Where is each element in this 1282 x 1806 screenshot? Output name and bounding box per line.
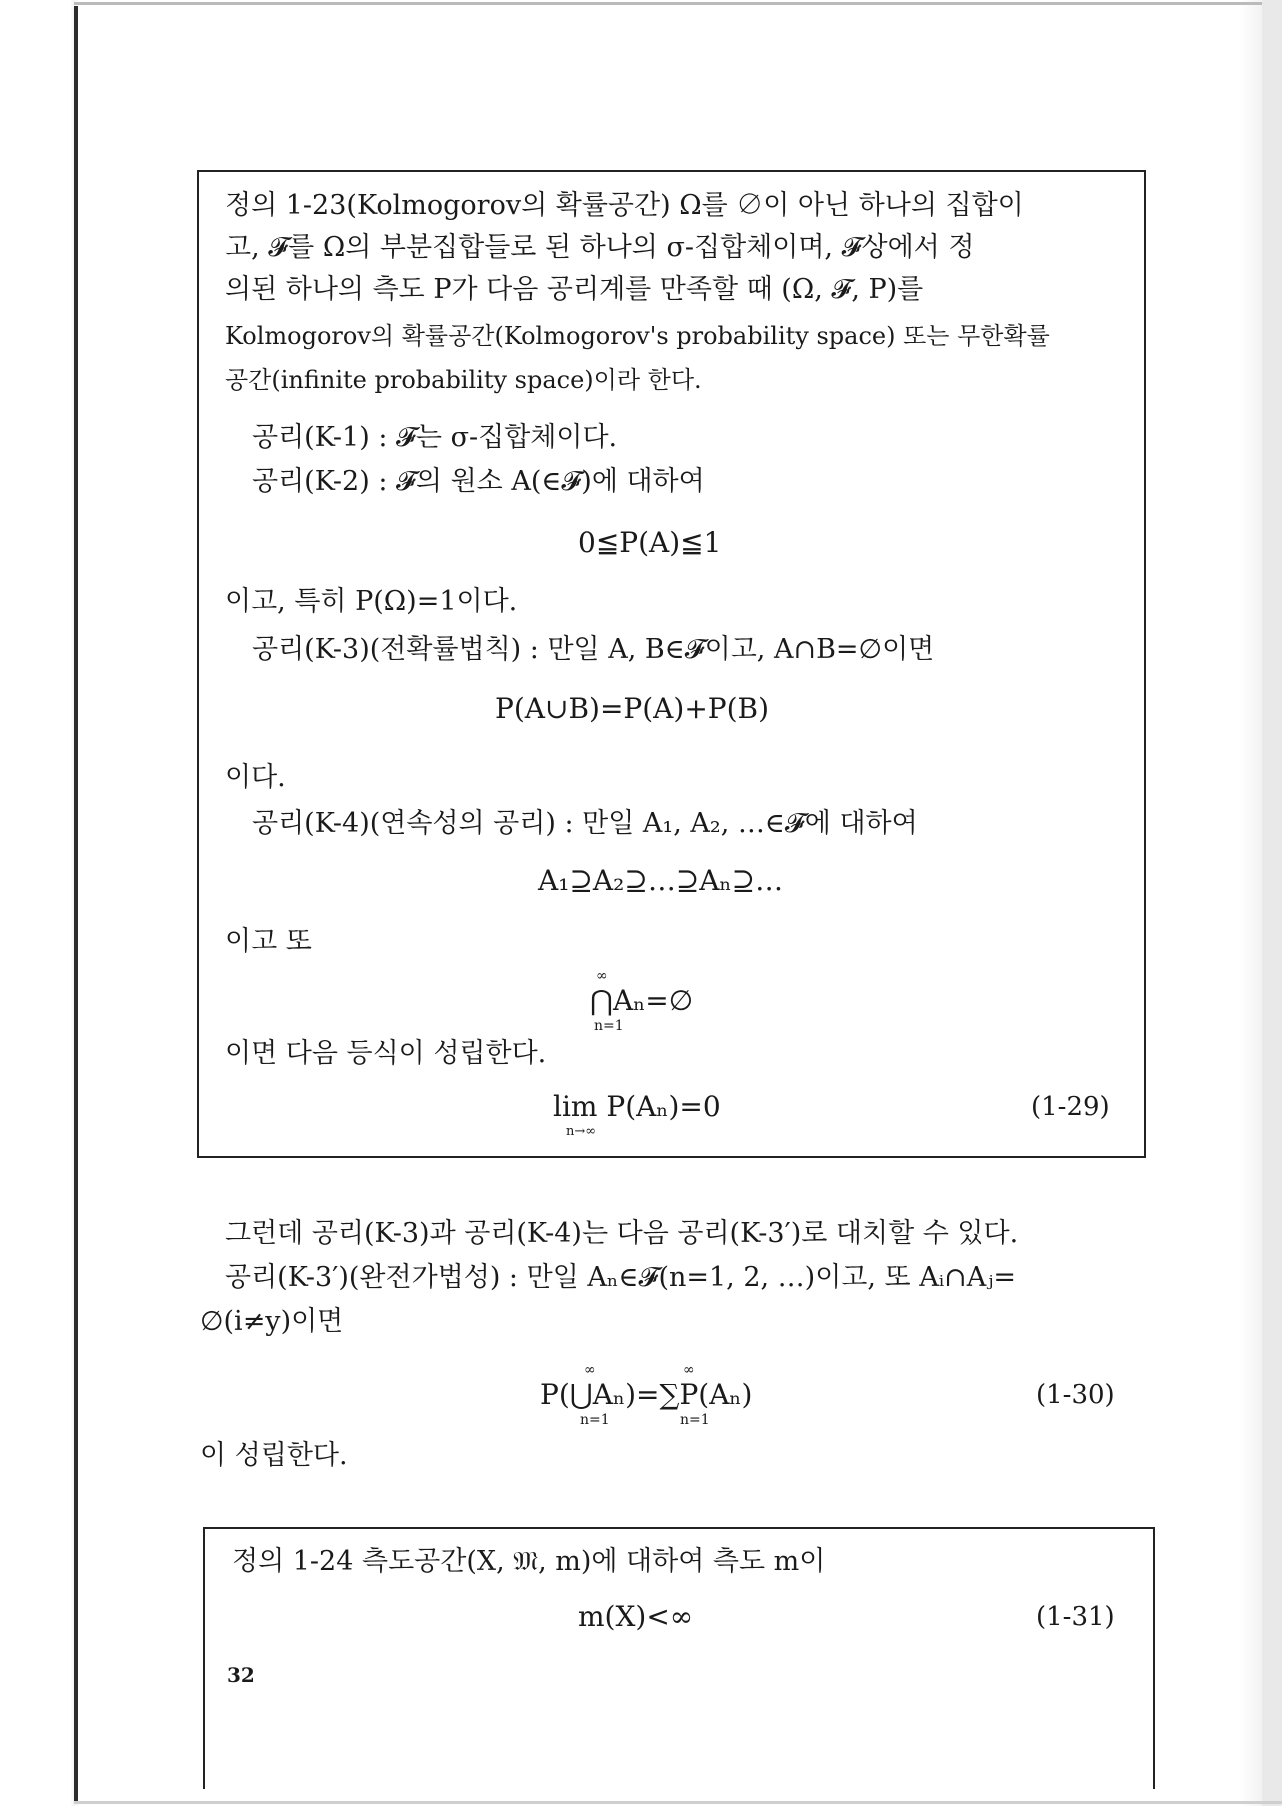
axiom-k3: 공리(K-3)(전확률법칙) : 만일 A, B∈𝓕이고, A∩B=∅이면 [252,634,935,665]
page-number: 32 [227,1663,255,1687]
axiom-k4-after: 이면 다음 등식이 성립한다. [225,1038,547,1069]
body-line2: 공리(K-3′)(완전가법성) : 만일 Aₙ∈𝓕(n=1, 2, …)이고, 또 Aᵢ∩Aⱼ= [225,1262,1017,1293]
axiom-k4-equation-chain: A₁⊇A₂⊇…⊇Aₙ⊇… [538,864,784,897]
sum-lower-limit: n=1 [680,1412,710,1428]
axiom-k4-mid: 이고 또 [225,926,312,957]
body-line1: 그런데 공리(K-3)과 공리(K-4)는 다음 공리(K-3′)로 대치할 수 있다. [225,1218,1019,1249]
intersection-lower-limit: n=1 [594,1018,624,1034]
equation-number-1-31: (1-31) [1036,1602,1115,1632]
axiom-k1: 공리(K-1) : 𝓕는 σ-집합체이다. [252,422,618,453]
def124-line1: 정의 1-24 측도공간(X, 𝔐, m)에 대하여 측도 m이 [232,1546,826,1577]
limit-subscript: n→∞ [566,1124,597,1139]
sum-upper-limit: ∞ [683,1362,695,1378]
def123-line4: Kolmogorov의 확률공간(Kolmogorov's probability space) 또는 무한확률 [225,322,1050,350]
axiom-k2-after: 이고, 특히 P(Ω)=1이다. [225,586,518,617]
axiom-k4-intersection-equation: ⋂Aₙ=∅ [590,984,694,1017]
def124-equation: m(X)<∞ [578,1600,694,1633]
axiom-k2: 공리(K-2) : 𝓕의 원소 A(∈𝓕)에 대하여 [252,466,705,497]
intersection-upper-limit: ∞ [596,968,608,984]
equation-number-1-30: (1-30) [1036,1380,1115,1410]
def123-line2: 고, 𝓕를 Ω의 부분집합들로 된 하나의 σ-집합체이며, 𝓕상에서 정 [225,232,975,263]
def123-line3: 의된 하나의 측도 P가 다음 공리계를 만족할 때 (Ω, 𝓕, P)를 [225,274,924,305]
page-binding-edge [74,6,78,1802]
def123-line5: 공간(infinite probability space)이라 한다. [225,366,702,394]
page-top-edge [74,2,1264,5]
union-lower-limit: n=1 [580,1412,610,1428]
axiom-k3-equation: P(A∪B)=P(A)+P(B) [495,692,770,725]
page-bottom-edge [74,1801,1282,1804]
union-upper-limit: ∞ [584,1362,596,1378]
axiom-k3-after: 이다. [225,762,286,793]
axiom-k2-equation: 0≦P(A)≦1 [578,526,722,559]
equation-number-1-29: (1-29) [1031,1092,1110,1122]
axiom-k4: 공리(K-4)(연속성의 공리) : 만일 A₁, A₂, …∈𝓕에 대하여 [252,808,918,839]
body-line3: ∅(i≠y)이면 [200,1306,344,1337]
page-right-margin [1262,0,1282,1806]
def123-line1: 정의 1-23(Kolmogorov의 확률공간) Ω를 ∅이 아닌 하나의 집합이 [225,190,1024,221]
limit-equation: lim P(Aₙ)=0 [553,1090,721,1123]
body-line4: 이 성립한다. [200,1440,348,1471]
additivity-equation: P(⋃Aₙ)=∑P(Aₙ) [540,1378,753,1411]
